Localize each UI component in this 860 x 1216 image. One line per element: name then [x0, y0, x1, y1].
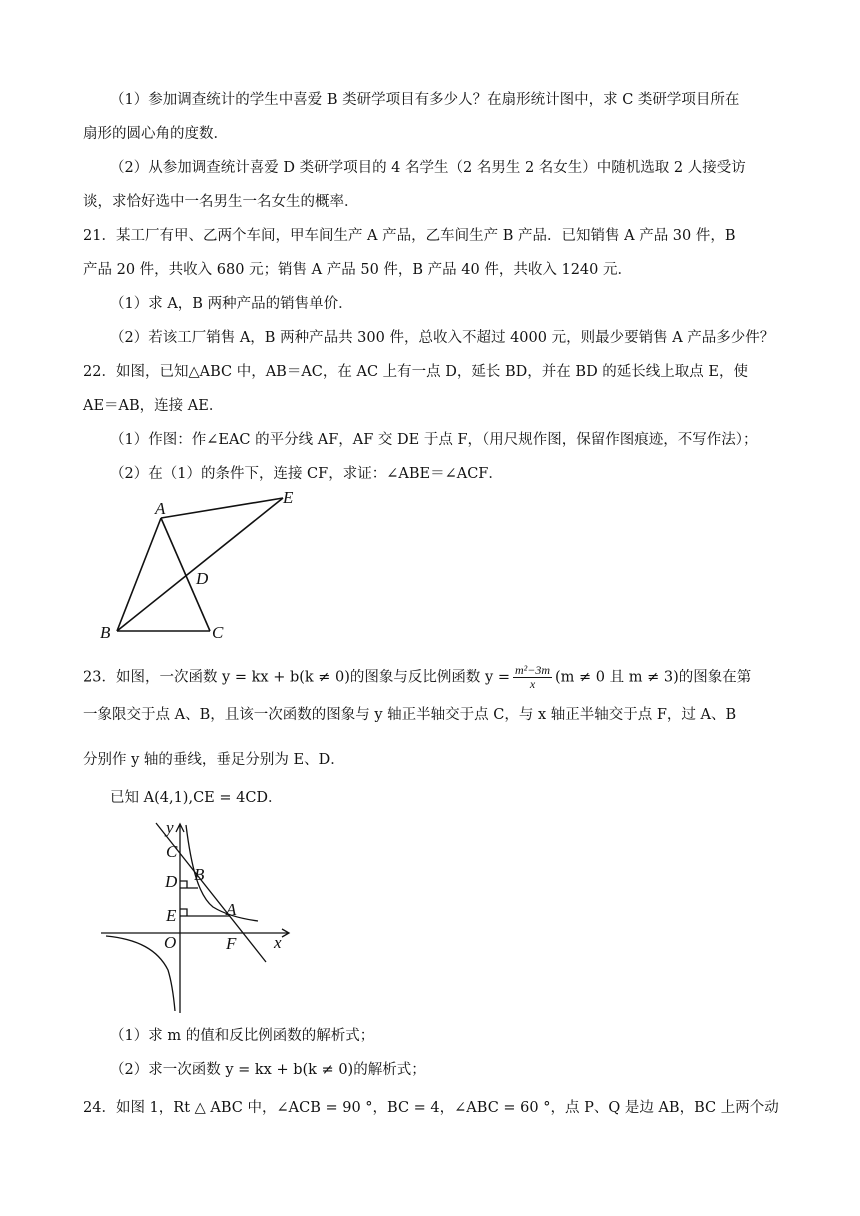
label-O: O [164, 933, 177, 952]
segment-BE [117, 498, 283, 631]
q23-stem-line3: 分别作 y 轴的垂线，垂足分别为 E、D． [83, 752, 345, 768]
label-E: E [283, 488, 294, 507]
q21-part2: （2）若该工厂销售 A，B 两种产品共 300 件，总收入不超过 4000 元，则最少要销售 A 产品多少件？ [110, 330, 775, 346]
q23-coordinate-figure [98, 815, 308, 1015]
label-C: C [212, 623, 224, 642]
q20-part2-line2: 谈，求恰好选中一名男生一名女生的概率． [83, 194, 359, 210]
label-B: B [194, 865, 205, 884]
label-F: F [226, 934, 237, 953]
fraction-denominator: x [529, 677, 536, 691]
q23-given: 已知 A(4,1),CE = 4CD． [110, 790, 283, 806]
right-angle-E [180, 909, 187, 916]
label-y: y [166, 818, 174, 837]
label-A: A [226, 900, 237, 919]
segment-AE [161, 498, 283, 518]
label-C: C [166, 842, 178, 861]
q20-part1-line1: （1）参加调查统计的学生中喜爱 B 类研学项目有多少人？在扇形统计图中，求 C 类研学项目所在 [110, 92, 740, 108]
label-D: D [196, 569, 209, 588]
q23-stem-line1-b: (m ≠ 0 且 m ≠ 3)的图象在第 [555, 669, 752, 686]
q22-stem-line2: AE＝AB，连接 AE． [83, 398, 224, 414]
label-x: x [274, 933, 282, 952]
label-E: E [166, 906, 177, 925]
q23-stem-line1-a: 23．如图，一次函数 y = kx + b(k ≠ 0)的图象与反比例函数 y = [83, 669, 510, 686]
right-angle-D [180, 881, 187, 888]
q22-part2: （2）在（1）的条件下，连接 CF，求证：∠ABE＝∠ACF． [110, 466, 503, 482]
q22-part1: （1）作图：作∠EAC 的平分线 AF，AF 交 DE 于点 F，（用尺规作图，保留作图痕迹，不写作法）； [110, 432, 758, 448]
q22-stem-line1: 22．如图，已知△ABC 中，AB＝AC，在 AC 上有一点 D，延长 BD，并在 BD 的延长线上取点 E，使 [83, 364, 748, 380]
q21-stem-line2: 产品 20 件，共收入 680 元；销售 A 产品 50 件，B 产品 40 件，共收入 1240 元． [83, 262, 632, 278]
q20-part1-line2: 扇形的圆心角的度数． [83, 126, 228, 142]
q23-part2: （2）求一次函数 y = kx + b(k ≠ 0)的解析式； [110, 1062, 426, 1078]
q20-part2-line1: （2）从参加调查统计喜爱 D 类研学项目的 4 名学生（2 名男生 2 名女生）中随机选取 2 人接受访 [110, 160, 746, 176]
label-D: D [165, 872, 178, 891]
label-B: B [100, 623, 111, 642]
q24-stem-line1: 24．如图 1，Rt △ ABC 中，∠ACB = 90 °，BC = 4，∠ABC = 60 °，点 P、Q 是边 AB，BC 上两个动 [83, 1100, 779, 1116]
label-A: A [155, 499, 166, 518]
q21-stem-line1: 21．某工厂有甲、乙两个车间，甲车间生产 A 产品，乙车间生产 B 产品．已知销售 A 产品 30 件，B [83, 228, 736, 244]
q22-triangle-figure [90, 488, 310, 648]
fraction-numerator: m²−3m [514, 663, 551, 677]
q23-stem-line1 [83, 664, 751, 691]
q21-part1: （1）求 A，B 两种产品的销售单价． [110, 296, 353, 312]
q23-stem-line2: 一象限交于点 A、B，且该一次函数的图象与 y 轴正半轴交于点 C，与 x 轴正半轴交于点 F，过 A、B [83, 707, 737, 723]
q23-fraction [513, 664, 552, 691]
q23-part1: （1）求 m 的值和反比例函数的解析式； [110, 1028, 375, 1044]
